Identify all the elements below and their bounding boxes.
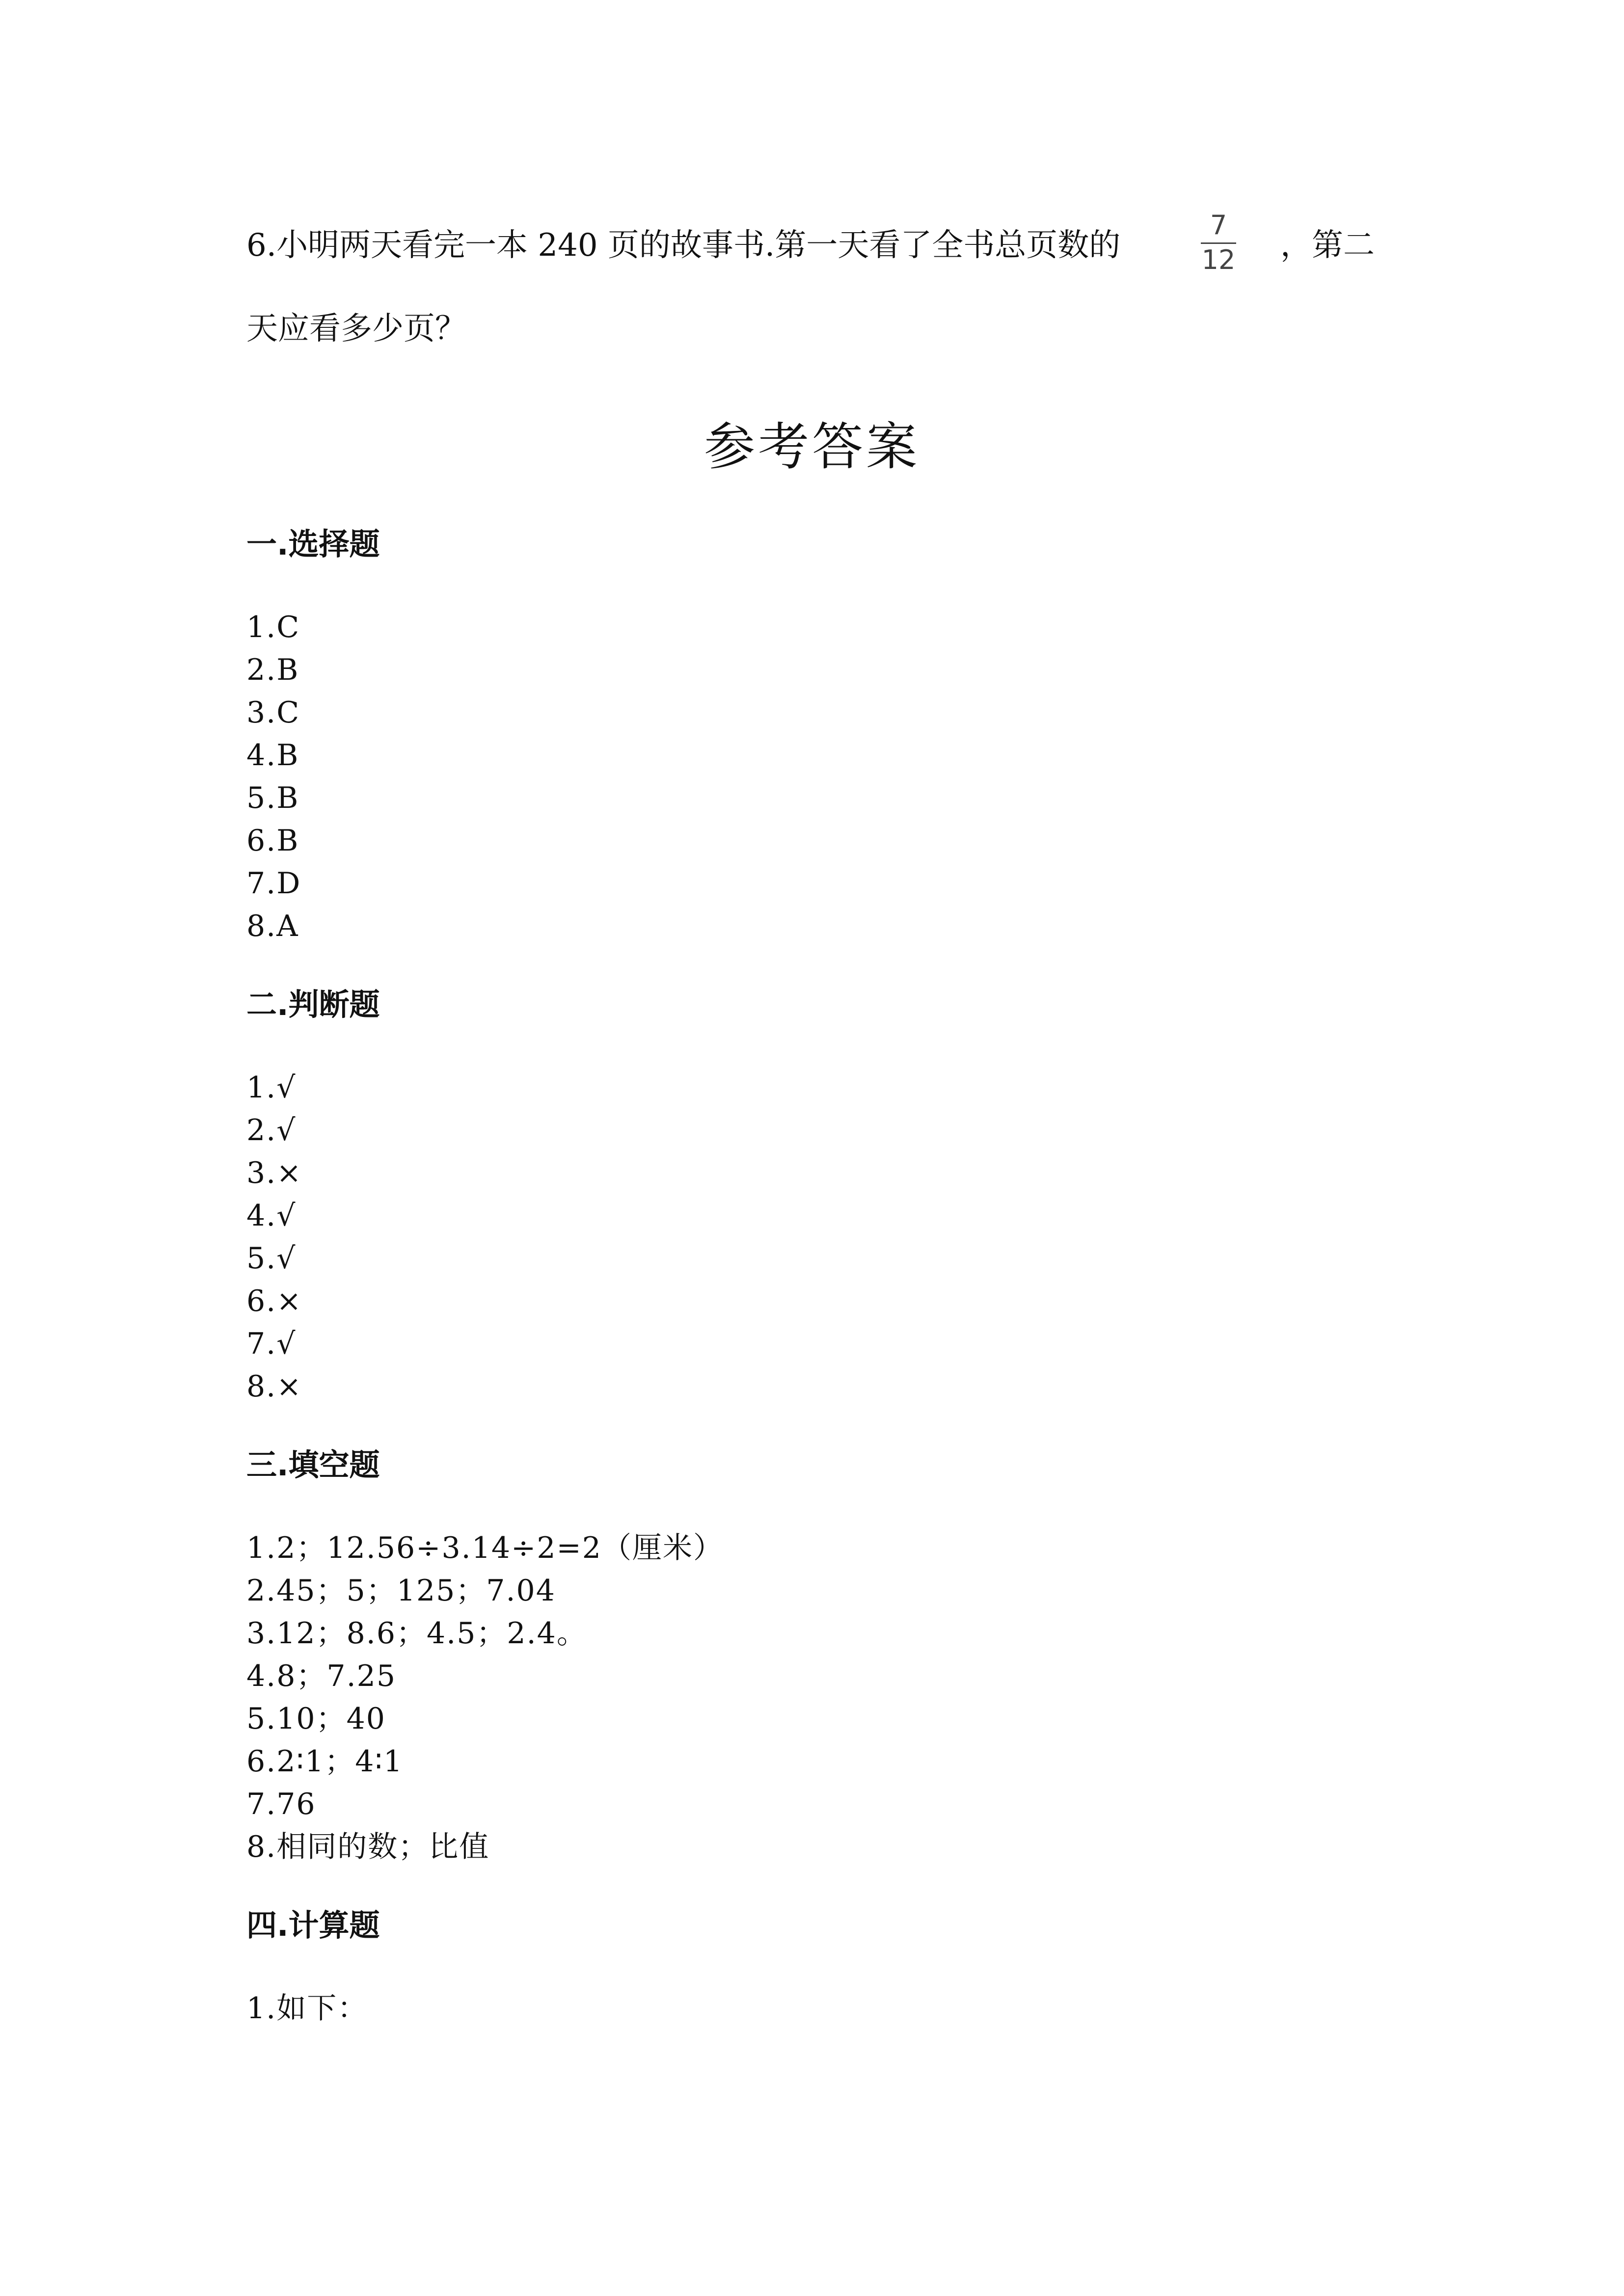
answer-key-title: 参考答案 (704, 417, 920, 477)
section-heading-calculation: 四.计算题 (246, 1907, 380, 1943)
answer-item: 5.B (246, 781, 299, 815)
answer-item: 1.2；12.56÷3.14÷2=2（厘米） (246, 1531, 724, 1565)
answer-item: 6.× (246, 1284, 302, 1318)
answer-item: 4.B (246, 738, 299, 773)
answer-item: 4.√ (246, 1199, 297, 1233)
answer-item: 8.× (246, 1369, 302, 1404)
answer-item: 3.12；8.6；4.5；2.4。 (246, 1616, 587, 1651)
fraction-bar (1201, 242, 1236, 244)
answer-item: 7.76 (246, 1787, 316, 1821)
question-line-1-suffix: ，第二 (1280, 227, 1375, 264)
answer-item: 1.C (246, 610, 300, 644)
answer-item: 3.C (246, 695, 300, 730)
answer-item: 5.10；40 (246, 1702, 386, 1736)
section-heading-fill-blank: 三.填空题 (246, 1447, 380, 1483)
fraction-numerator: 7 (1210, 210, 1227, 240)
answer-item: 2.√ (246, 1113, 297, 1148)
answer-item: 7.D (246, 866, 301, 901)
answer-item: 8.A (246, 909, 299, 943)
section-heading-choice: 一.选择题 (246, 526, 380, 562)
answer-item: 4.8；7.25 (246, 1659, 397, 1693)
answer-item: 7.√ (246, 1327, 297, 1361)
fraction-seven-twelfths (1198, 212, 1239, 275)
answer-item: 6.B (246, 824, 299, 858)
answer-item: 1.如下： (246, 1991, 368, 2026)
fraction-denominator: 12 (1201, 244, 1236, 275)
answer-item: 1.√ (246, 1070, 297, 1105)
answer-item: 3.× (246, 1156, 302, 1190)
answer-item: 5.√ (246, 1241, 297, 1276)
answer-item: 2.B (246, 653, 299, 687)
answer-item: 8.相同的数；比值 (246, 1830, 490, 1864)
answer-item: 6.2∶1；4∶1 (246, 1744, 404, 1779)
answer-item: 2.45；5；125；7.04 (246, 1574, 556, 1608)
question-line-2: 天应看多少页？ (246, 311, 466, 347)
question-line-1: 6.小明两天看完一本 240 页的故事书.第一天看了全书总页数的 (246, 227, 1121, 264)
section-heading-judgement: 二.判断题 (246, 987, 380, 1022)
